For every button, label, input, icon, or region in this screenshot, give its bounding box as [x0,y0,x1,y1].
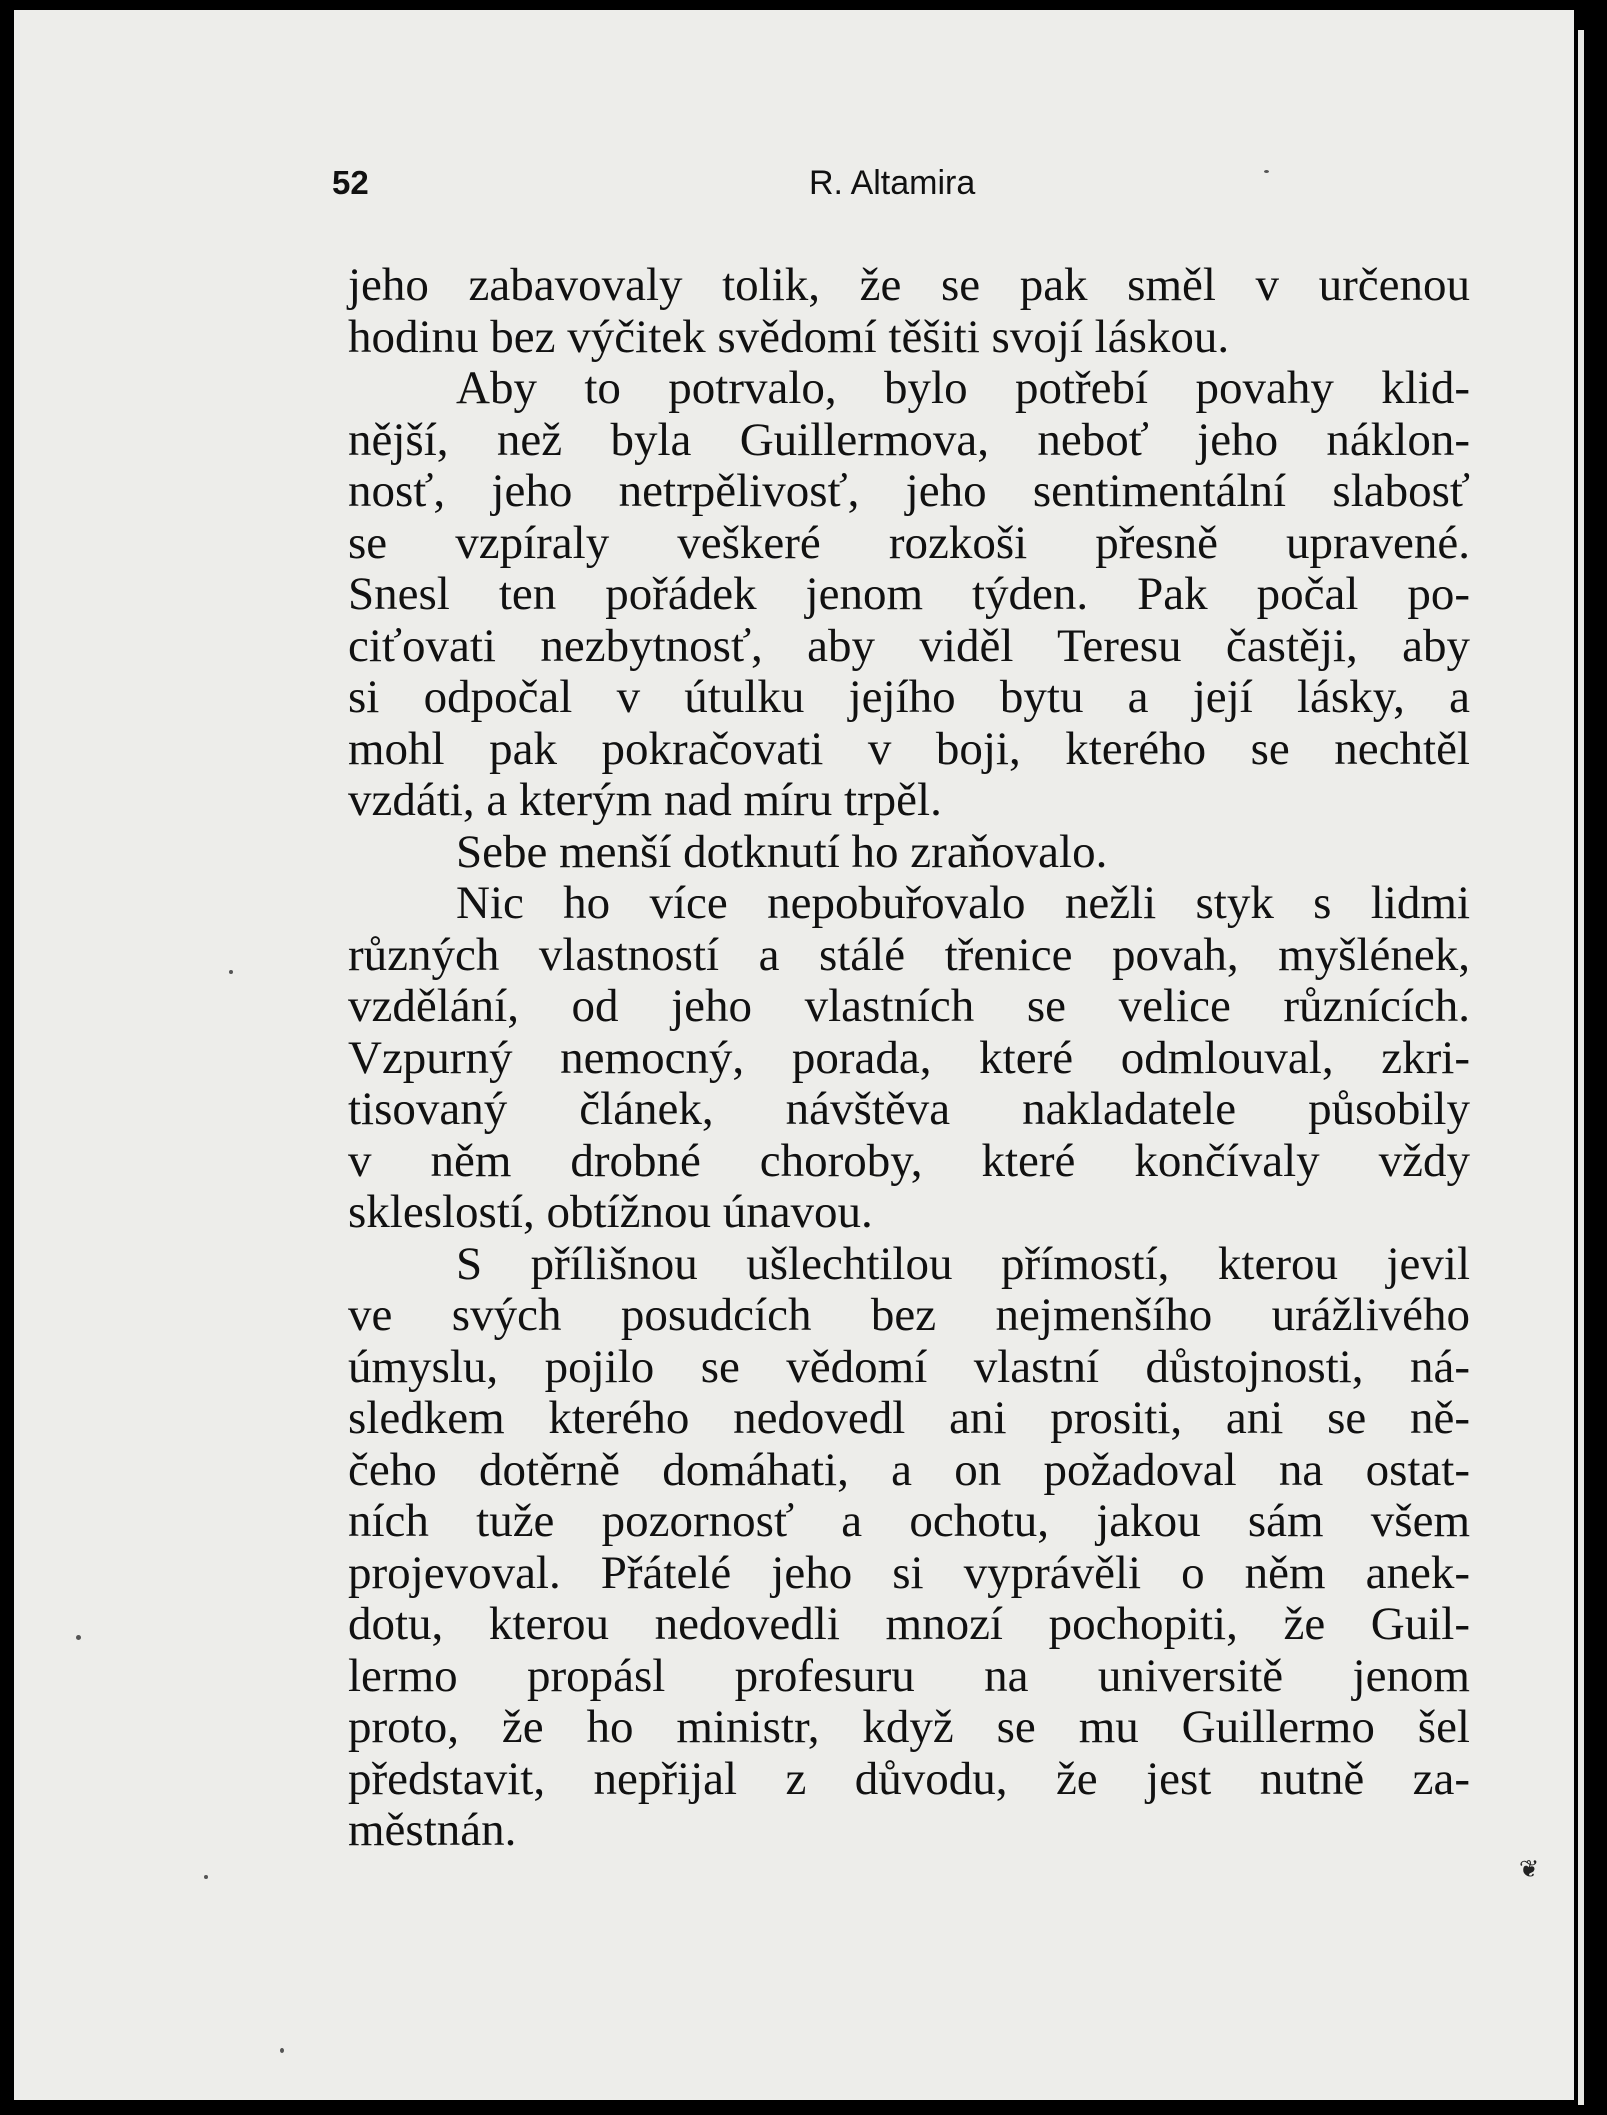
text-line: se vzpíraly veškeré rozkoši přesně upravené. [348,516,1470,569]
text-line: vzdělání, od jeho vlastních se velice různících. [348,980,1470,1032]
ornament-mark: ❦ [1519,1855,1540,1883]
book-page [14,10,1574,2100]
text-line: ciťovati nezbytnosť, aby viděl Teresu častěji, aby [348,619,1470,672]
text-line: vzdáti, a kterým nad míru trpěl. [348,774,942,826]
page-edge [1578,30,1584,2105]
page-number: 52 [332,164,369,201]
text-line: skleslostí, obtížnou únavou. [348,1186,873,1238]
running-head: R. Altamira [809,164,976,202]
text-line: mohl pak pokračovati v boji, kterého se nechtěl [348,722,1470,775]
text-line: dotu, kterou nedovedli mnozí pochopiti, že Guil- [348,1598,1470,1650]
text-line: proto, že ho ministr, když se mu Guillermo šel [348,1701,1470,1753]
text-line: úmyslu, pojilo se vědomí vlastní důstojnosti, ná- [348,1340,1470,1393]
paper-speck [229,970,233,974]
text-line: hodinu bez výčitek svědomí těšiti svojí láskou. [348,310,1230,363]
text-line: Vzpurný nemocný, porada, které odmlouval, zkri- [348,1031,1470,1084]
text-line: ních tuže pozornosť a ochotu, jakou sám všem [348,1495,1470,1547]
text-line: městnán. [348,1804,517,1856]
text-line: jeho zabavovaly tolik, že se pak směl v určenou [348,259,1470,311]
text-line: v něm drobné choroby, které končívaly vždy [348,1134,1470,1187]
text-line: lermo propásl profesuru na universitě jenom [348,1649,1470,1702]
text-line: ve svých posudcích bez nejmenšího urážlivého [348,1289,1470,1341]
text-line: projevoval. Přátelé jeho si vyprávěli o něm anek- [348,1546,1470,1599]
paper-speck [76,1635,81,1640]
text-line: představit, nepřijal z důvodu, že jest nutně za- [348,1752,1470,1805]
text-line: nosť, jeho netrpělivosť, jeho sentimentální slabosť [348,465,1470,517]
body-text [348,260,1470,1857]
text-line: čeho dotěrně domáhati, a on požadoval na ostat- [348,1443,1470,1496]
paper-speck [204,1875,208,1879]
text-line: různých vlastností a stálé třenice povah, myšlének, [348,928,1470,981]
text-line: tisovaný článek, návštěva nakladatele působily [348,1083,1470,1135]
paper-speck [280,2048,284,2053]
text-line: Aby to potrvalo, bylo potřebí povahy klid- [456,362,1470,414]
text-line: sledkem kterého nedovedl ani prositi, ani se ně- [348,1392,1470,1444]
text-line: S přílišnou ušlechtilou přímostí, kterou jevil [456,1237,1470,1290]
text-line: si odpočal v útulku jejího bytu a její lásky, a [348,671,1470,723]
page-header [14,164,1574,214]
text-line: Nic ho více nepobuřovalo nežli styk s lidmi [456,877,1470,929]
text-line: nější, než byla Guillermova, neboť jeho náklon- [348,413,1470,466]
paper-speck [1264,170,1269,173]
text-line: Sebe menší dotknutí ho zraňovalo. [456,825,1108,878]
text-line: Snesl ten pořádek jenom týden. Pak počal po- [348,568,1470,620]
